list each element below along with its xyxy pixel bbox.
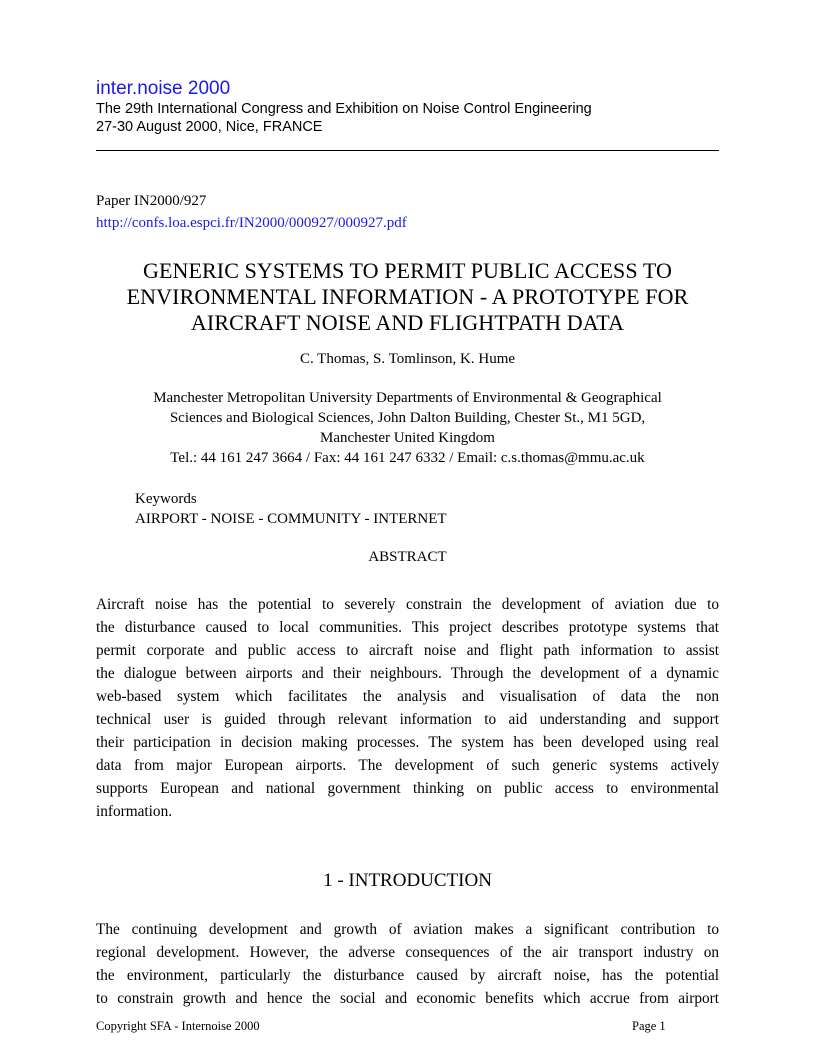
title-line: AIRCRAFT NOISE AND FLIGHTPATH DATA bbox=[190, 310, 625, 335]
paper-url-link[interactable]: http://confs.loa.espci.fr/IN2000/000927/000927.pdf bbox=[96, 215, 407, 231]
abstract-line: data from major European airports. The development of such generic systems actively bbox=[96, 757, 719, 774]
authors: C. Thomas, S. Tomlinson, K. Hume bbox=[299, 351, 516, 367]
conference-name: inter.noise 2000 bbox=[96, 78, 231, 99]
abstract-line: information. bbox=[96, 803, 173, 820]
introduction-heading: 1 - INTRODUCTION bbox=[323, 870, 492, 891]
contact-line: Tel.: 44 161 247 3664 / Fax: 44 161 247 6332 / Email: c.s.thomas@mmu.ac.uk bbox=[170, 450, 645, 466]
abstract-body bbox=[96, 593, 719, 823]
abstract-heading: ABSTRACT bbox=[368, 549, 447, 565]
footer-page-number: Page 1 bbox=[632, 1019, 666, 1033]
affiliation-line: Manchester Metropolitan University Departments of Environmental & Geographical bbox=[153, 390, 662, 406]
abstract-line: the dialogue between airports and their neighbours. Through the development of a dynamic bbox=[96, 665, 719, 682]
header-divider bbox=[96, 150, 719, 151]
paper-id: Paper IN2000/927 bbox=[96, 193, 207, 209]
abstract-line: Aircraft noise has the potential to severely constrain the development of aviation due to bbox=[96, 596, 719, 613]
introduction-line: The continuing development and growth of aviation makes a significant contribution to bbox=[96, 921, 719, 938]
title-line: ENVIRONMENTAL INFORMATION - A PROTOTYPE FOR bbox=[126, 284, 689, 309]
affiliation-line: Sciences and Biological Sciences, John Dalton Building, Chester St., M1 5GD, bbox=[169, 410, 646, 426]
abstract-line: the disturbance caused to local communities. This project describes prototype systems that bbox=[96, 619, 719, 636]
keywords-label: Keywords bbox=[135, 491, 197, 507]
footer-copyright: Copyright SFA - Internoise 2000 bbox=[96, 1019, 260, 1033]
introduction-line: to constrain growth and hence the social and economic benefits which accrue from airport bbox=[96, 990, 719, 1007]
introduction-line: regional development. However, the adverse consequences of the air transport industry on bbox=[96, 944, 719, 961]
abstract-line: technical user is guided through relevant information to aid understanding and support bbox=[96, 711, 719, 728]
introduction-line: the environment, particularly the disturbance caused by aircraft noise, has the potential bbox=[96, 967, 719, 984]
affiliation-line: Manchester United Kingdom bbox=[320, 430, 495, 446]
keywords-values: AIRPORT - NOISE - COMMUNITY - INTERNET bbox=[135, 511, 447, 527]
abstract-line: their participation in decision making processes. The system has been developed using real bbox=[96, 734, 719, 751]
abstract-line: web-based system which facilitates the analysis and visualisation of data the non bbox=[96, 688, 719, 705]
abstract-line: permit corporate and public access to aircraft noise and flight path information to assist bbox=[96, 642, 719, 659]
conference-full-name: The 29th International Congress and Exhibition on Noise Control Engineering bbox=[96, 101, 592, 117]
abstract-line: supports European and national government thinking on public access to environmental bbox=[96, 780, 719, 797]
title-line: GENERIC SYSTEMS TO PERMIT PUBLIC ACCESS TO bbox=[142, 258, 673, 283]
conference-dates-location: 27-30 August 2000, Nice, FRANCE bbox=[96, 119, 323, 135]
paper-title bbox=[96, 258, 719, 336]
introduction-body bbox=[96, 918, 719, 1010]
